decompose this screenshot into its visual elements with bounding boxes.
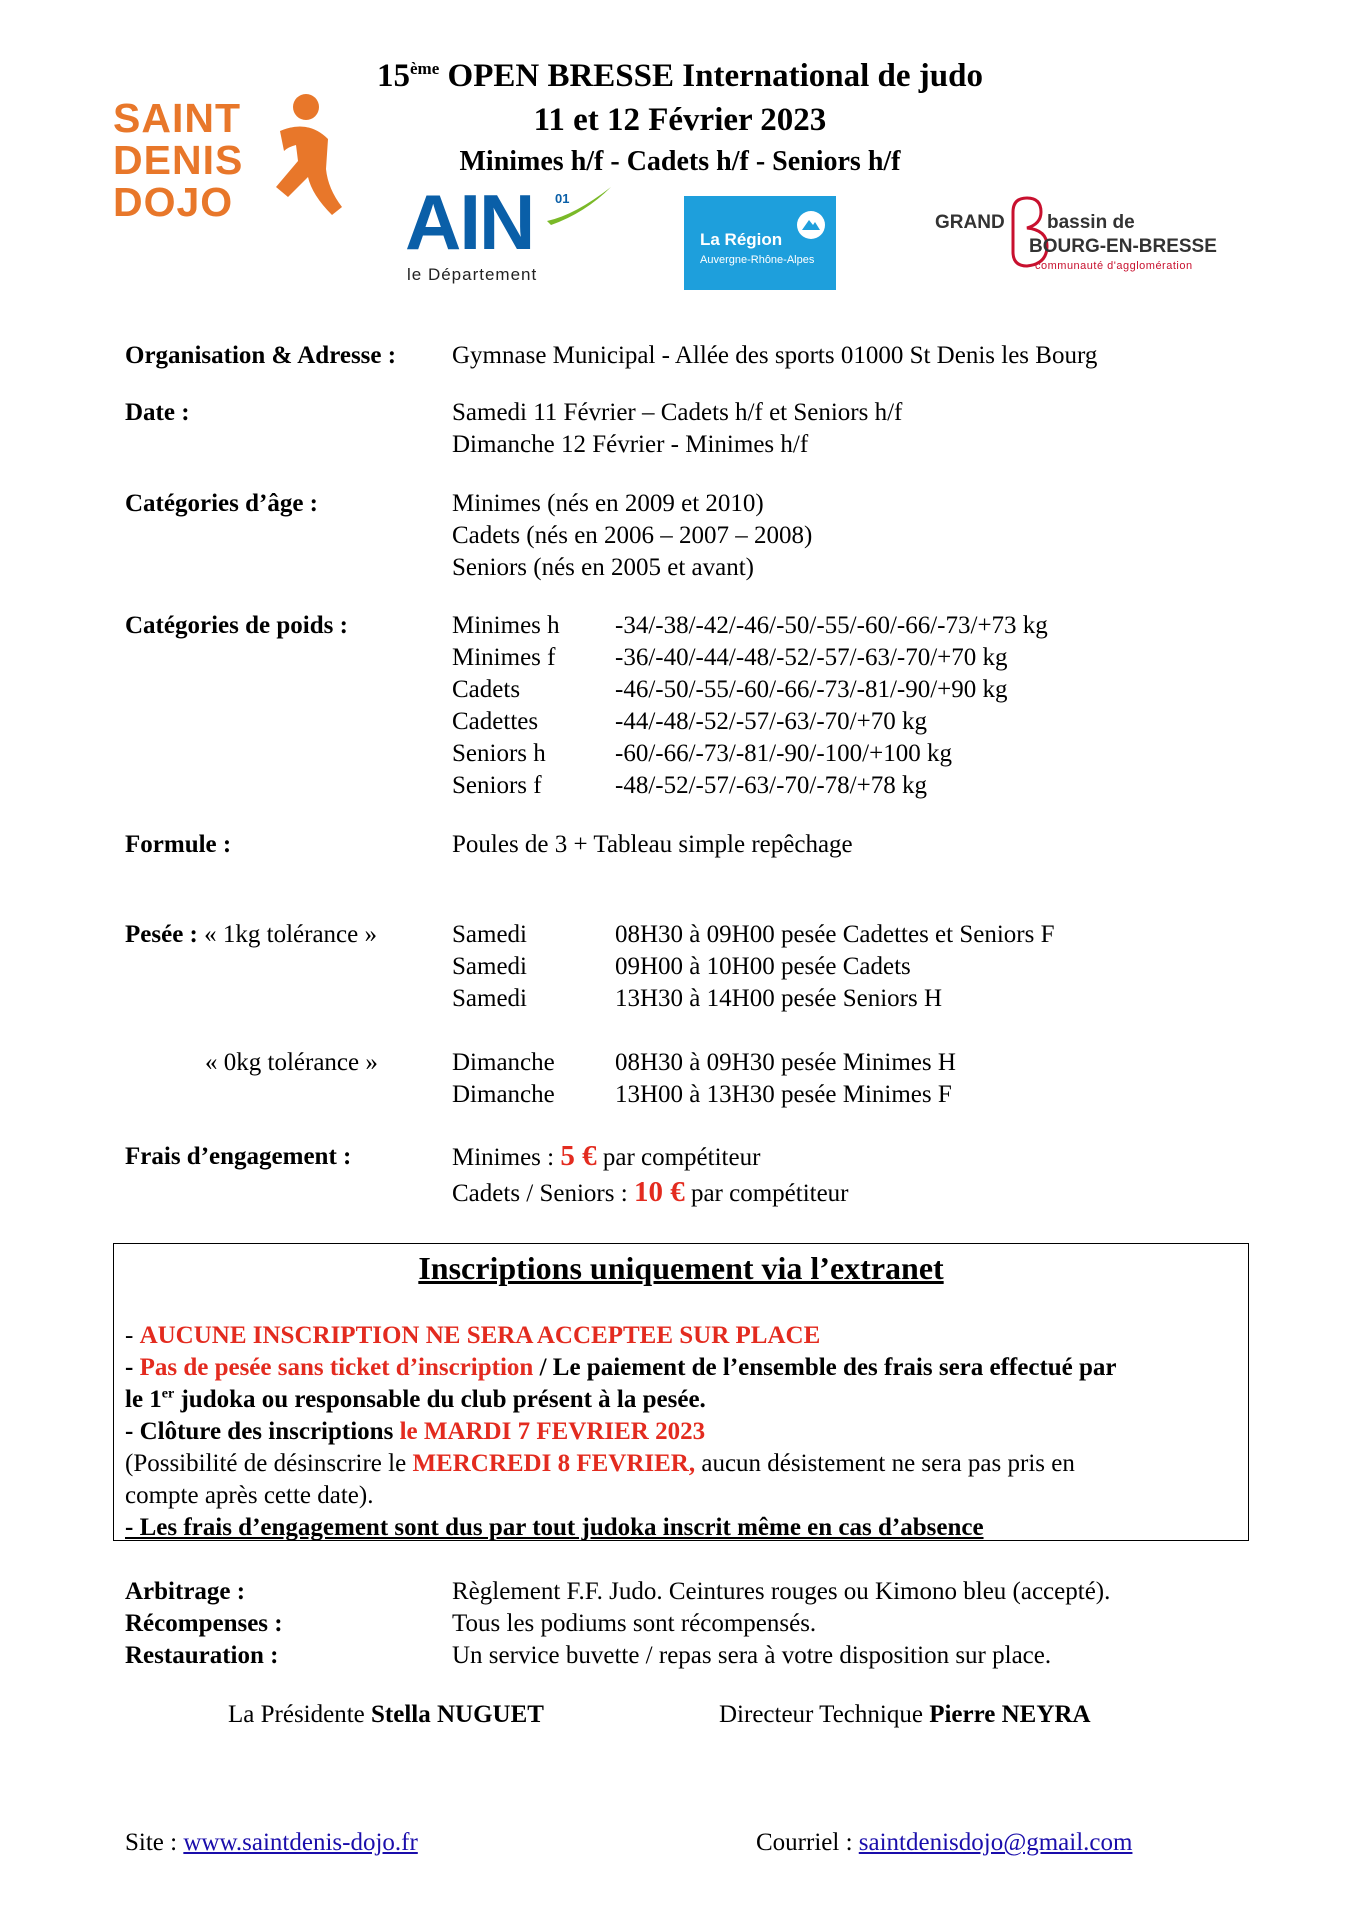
box-line-fees-due: - Les frais d’engagement sont dus par tout judoka inscrit même en cas d’absence [125,1514,984,1541]
pesee-time: 13H00 à 13H30 pesée Minimes F [615,1081,952,1108]
frais-minimes [452,1140,760,1173]
frais-cadets-suffix: par compétiteur [684,1180,849,1207]
age-line: Cadets (nés en 2006 – 2007 – 2008) [452,522,813,549]
weight-category: Minimes h [452,612,560,639]
president-signature [228,1701,544,1729]
pesee-tolerance-1kg: « 1kg tolérance » [197,921,377,948]
region-title: La Région [700,230,783,249]
payment-superscript: er [161,1386,175,1402]
mountain-icon [796,210,826,240]
president-role: La Présidente [228,1701,372,1728]
weight-values: -60/-66/-73/-81/-90/-100/+100 kg [615,740,952,767]
weight-category: Cadets [452,676,521,703]
bourg-bassin: bassin de [1047,212,1135,233]
mail-label: Courriel : [756,1829,859,1856]
weight-category: Cadettes [452,708,539,735]
box-line-payment [125,1386,706,1414]
formule-value: Poules de 3 + Tableau simple repêchage [452,831,853,858]
pesee-heading [125,921,377,949]
box-line-after-date: compte après cette date). [125,1482,374,1509]
weight-category: Seniors f [452,772,542,799]
payment-suffix: judoka ou responsable du club présent à la pesée. [174,1386,706,1413]
unsubscribe-suffix: aucun désistement ne sera pas pris en [695,1450,1075,1477]
pesee-time: 13H30 à 14H00 pesée Seniors H [615,985,943,1012]
box-line-ticket [125,1354,1117,1382]
dash: - [125,1354,140,1381]
title-rest: OPEN BRESSE International de judo [439,58,983,94]
unsubscribe-date: MERCREDI 8 FEVRIER, [412,1450,696,1477]
closing-label: - Clôture des inscriptions [125,1418,400,1445]
weight-label: Catégories de poids : [125,612,348,639]
ain-subtitle: le Département [407,265,538,284]
payment-note: / Le paiement de l’ensemble des frais sera effectué par [533,1354,1117,1381]
pesee-tolerance-0kg: « 0kg tolérance » [205,1049,378,1076]
ain-number: 01 [555,191,570,206]
inscriptions-title: Inscriptions uniquement via l’extranet [418,1250,944,1286]
frais-cadets-prefix: Cadets / Seniors : [452,1180,634,1207]
frais-cadets-price: 10 € [633,1176,685,1208]
event-categories: Minimes h/f - Cadets h/f - Seniors h/f [459,146,901,177]
ain-wordmark: AIN [405,178,534,266]
frais-minimes-suffix: par compétiteur [596,1144,761,1171]
weight-category: Seniors h [452,740,546,767]
recompenses-label: Récompenses : [125,1610,283,1637]
region-logo [684,196,836,290]
restauration-label: Restauration : [125,1642,279,1669]
site-link[interactable]: www.saintdenis-dojo.fr [183,1829,418,1856]
weight-values: -34/-38/-42/-46/-50/-55/-60/-66/-73/+73 kg [615,612,1048,639]
region-subtitle: Auvergne-Rhône-Alpes [700,254,815,266]
president-name: Stella NUGUET [371,1701,544,1728]
logo-word-denis: DENIS [113,137,244,183]
no-onsite-warning: AUCUNE INSCRIPTION NE SERA ACCEPTEE SUR PLACE [139,1322,821,1349]
frais-cadets [452,1176,849,1209]
mail-link[interactable]: saintdenisdojo@gmail.com [858,1829,1133,1856]
pesee-day: Dimanche [452,1049,555,1076]
logo-word-saint: SAINT [113,95,241,141]
box-line-closing [125,1418,705,1446]
site-label: Site : [125,1829,184,1856]
closing-date: le MARDI 7 FEVRIER 2023 [399,1418,706,1445]
dash: - [125,1322,140,1349]
frais-minimes-price: 5 € [560,1140,597,1172]
page-title [330,58,1030,95]
restauration-value: Un service buvette / repas sera à votre disposition sur place. [452,1642,1052,1669]
arbitrage-value: Règlement F.F. Judo. Ceintures rouges ou Kimono bleu (accepté). [452,1578,1111,1605]
box-line-no-onsite [125,1322,820,1350]
weight-values: -44/-48/-52/-57/-63/-70/+70 kg [615,708,927,735]
no-ticket-warning: Pas de pesée sans ticket d’inscription [139,1354,534,1381]
edition-superscript: ème [410,59,440,78]
event-dates: 11 et 12 Février 2023 [533,102,827,138]
weight-category: Minimes f [452,644,556,671]
logo-word-dojo: DOJO [113,179,234,225]
date-line: Samedi 11 Février – Cadets h/f et Seniors h/f [452,399,903,426]
unsubscribe-prefix: (Possibilité de désinscrire le [125,1450,413,1477]
pesee-time: 08H30 à 09H00 pesée Cadettes et Seniors F [615,921,1055,948]
bourg-subtitle: communauté d'agglomération [1035,260,1193,272]
bourg-city: BOURG-EN-BRESSE [1029,236,1217,257]
bourg-logo [935,194,1245,284]
edition-number: 15 [377,58,411,94]
pesee-time: 09H00 à 10H00 pesée Cadets [615,953,911,980]
pesee-day: Samedi [452,921,527,948]
pesee-day: Samedi [452,985,527,1012]
weight-values: -36/-40/-44/-48/-52/-57/-63/-70/+70 kg [615,644,1008,671]
pesee-label: Pesée : [125,921,198,948]
pesee-time: 08H30 à 09H30 pesée Minimes H [615,1049,956,1076]
age-label: Catégories d’âge : [125,490,318,517]
date-line: Dimanche 12 Février - Minimes h/f [452,431,809,458]
director-role: Directeur Technique [719,1701,930,1728]
arbitrage-label: Arbitrage : [125,1578,246,1605]
payment-prefix: le 1 [125,1386,162,1413]
ain-logo [405,178,615,285]
date-label: Date : [125,399,190,426]
site-footer [125,1829,418,1857]
frais-label: Frais d’engagement : [125,1143,352,1170]
director-signature [719,1701,1091,1729]
organisation-label: Organisation & Adresse : [125,342,397,369]
bourg-grand: GRAND [935,212,1005,233]
director-name: Pierre NEYRA [929,1701,1091,1728]
box-line-unsubscribe [125,1450,1075,1478]
weight-values: -46/-50/-55/-60/-66/-73/-81/-90/+90 kg [615,676,1008,703]
mail-footer [756,1829,1132,1857]
pesee-day: Dimanche [452,1081,555,1108]
pesee-day: Samedi [452,953,527,980]
formule-label: Formule : [125,831,232,858]
recompenses-value: Tous les podiums sont récompensés. [452,1610,817,1637]
age-line: Seniors (nés en 2005 et avant) [452,554,755,581]
frais-minimes-prefix: Minimes : [452,1144,561,1171]
organisation-value: Gymnase Municipal - Allée des sports 01000 St Denis les Bourg [452,342,1098,369]
weight-values: -48/-52/-57/-63/-70/-78/+78 kg [615,772,927,799]
saint-denis-dojo-logo [113,97,333,237]
judoka-icon [268,89,348,229]
age-line: Minimes (nés en 2009 et 2010) [452,490,764,517]
